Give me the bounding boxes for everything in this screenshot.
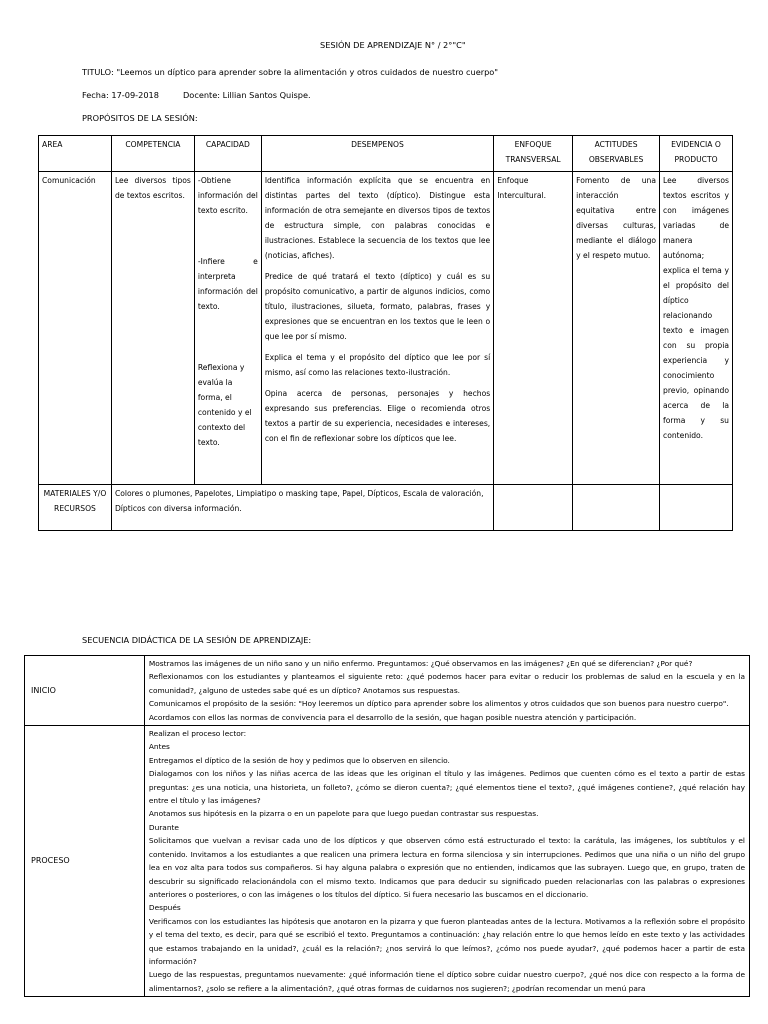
cell-actitudes: Fomento de una interacción equitativa entre diversas culturas, mediante el diálogo y el respeto mutuo. xyxy=(573,172,660,485)
proceso-p1: Realizan el proceso lector: xyxy=(148,729,247,739)
materiales-empty-1 xyxy=(494,485,573,531)
cell-capacidad xyxy=(194,172,261,485)
header-competencia: COMPETENCIA xyxy=(111,136,194,172)
desempeno-2: Predice de qué tratará el texto (díptico) y cuál es su propósito comunicativo, a partir de algunos indicios, como título, ilustraciones, silueta, formato, palabras, frases y expresiones que se encuentran en los textos que le leen o que lee por sí mismo. xyxy=(264,272,491,341)
inicio-p4: Acordamos con ellos las normas de convivencia para el desarrollo de la sesión, que hagan posible nuestra atención y participación. xyxy=(148,712,637,722)
proceso-despues: Después xyxy=(148,903,181,913)
materiales-cell: Colores o plumones, Papelotes, Limpiatipo o masking tape, Papel, Dípticos, Escala de valoración, Dípticos con diversa información. xyxy=(111,485,493,531)
proceso-p7: Solicitamos que vuelvan a revisar cada uno de los dípticos y que observen cómo está estructurado el texto: la carátula, las imágenes, los subtítulos y el contenido. Invitamos a los estudiantes a que realicen una primera lectura en forma silenciosa y sin interrupciones. Pedimos que una niña o un niño del grupo lea en voz alta para todos sus compañeros. Si hay alguna palabra o expresión que no entienden, indicamos que las subrayen. Luego que, en grupo, traten de descubrir su significado relacionándola con el mismo texto. Indicamos que para deducir su significado pueden relacionarlas con las palabras o expresiones anteriores o posteriores, o con las imágenes o los títulos del díptico. Si fuera necesario las buscamos en el diccionario. xyxy=(148,836,745,899)
header-desempenos: DESEMPENOS xyxy=(261,136,493,172)
session-docente: Docente: Lillian Santos Quispe. xyxy=(183,90,311,100)
desempeno-4: Opina acerca de personas, personajes y hechos expresando sus preferencias. Elige o recomienda otros textos a partir de su experiencia, necesidades e intereses, con el fin de reflexionar sobre los dípticos que lee. xyxy=(264,389,491,443)
capacidad-reflexiona: Reflexiona y evalúa la forma, el contenido y el contexto del texto. xyxy=(197,363,252,447)
header-area: AREA xyxy=(39,136,112,172)
session-title: SESIÓN DE APRENDIZAJE N° / 2°"C" xyxy=(320,40,466,50)
cell-competencia: Lee diversos tipos de textos escritos. xyxy=(111,172,194,485)
secuencia-heading: SECUENCIA DIDÁCTICA DE LA SESIÓN DE APRENDIZAJE: xyxy=(82,635,312,645)
propositos-table xyxy=(38,135,733,531)
inicio-p1: Mostramos las imágenes de un niño sano y un niño enfermo. Preguntamos: ¿Qué observamos en las imágenes? ¿En qué se diferencian? ¿Por qué? xyxy=(148,659,693,668)
inicio-p2: Reflexionamos con los estudiantes y planteamos el siguiente reto: ¿qué podemos hacer para evitar o reducir los problemas de salud en la escuela y en la comunidad?, ¿alguno de ustedes sabe qué es un díptico? Anotamos sus respuestas. xyxy=(148,672,745,695)
inicio-label: INICIO xyxy=(25,656,145,726)
header-evidencia: EVIDENCIA O PRODUCTO xyxy=(660,136,733,172)
proceso-durante: Durante xyxy=(148,822,179,832)
materiales-empty-3 xyxy=(660,485,733,531)
secuencia-table xyxy=(24,655,750,997)
proceso-p4: Dialogamos con los niños y las niñas acerca de las ideas que les originan el título y las imágenes. Pedimos que cuenten cómo es el texto a partir de estas preguntas: ¿es una noticia, una historieta, un folleto?, ¿cómo se dieron cuenta?; ¿qué elementos tiene el texto?, ¿qué imágenes contiene?, ¿qué relación hay entre el título y las imágenes? xyxy=(148,769,745,806)
propositos-heading: PROPÓSITOS DE LA SESIÓN: xyxy=(82,113,198,123)
cell-enfoque: Enfoque Intercultural. xyxy=(494,172,573,485)
proceso-content xyxy=(144,726,749,997)
capacidad-infiere: -Infiere e interpreta información del texto. xyxy=(197,257,258,311)
capacidad-obtiene: -Obtiene información del texto escrito. xyxy=(197,176,258,215)
session-titulo: TITULO: "Leemos un díptico para aprender sobre la alimentación y otros cuidados de nuestro cuerpo" xyxy=(82,67,499,77)
inicio-p3: Comunicamos el propósito de la sesión: "Hoy leeremos un díptico para aprender sobre los alimentos y otros cuidados que son buenos para nuestro cuerpo". xyxy=(148,699,729,709)
header-capacidad: CAPACIDAD xyxy=(194,136,261,172)
cell-area: Comunicación xyxy=(39,172,112,485)
header-actitudes: ACTITUDES OBSERVABLES xyxy=(573,136,660,172)
proceso-label: PROCESO xyxy=(25,726,145,997)
cell-desempenos xyxy=(261,172,493,485)
materiales-empty-2 xyxy=(573,485,660,531)
desempeno-3: Explica el tema y el propósito del díptico que lee por sí mismo, así como las relaciones texto-ilustración. xyxy=(264,353,491,377)
proceso-antes: Antes xyxy=(148,742,170,752)
header-enfoque: ENFOQUE TRANSVERSAL xyxy=(494,136,573,172)
session-fecha: Fecha: 17-09-2018 xyxy=(82,90,159,100)
inicio-content xyxy=(144,656,749,726)
proceso-p5: Anotamos sus hipótesis en la pizarra o en un papelote para que luego puedan contrastar sus respuestas. xyxy=(148,809,539,819)
proceso-p10: Luego de las respuestas, preguntamos nuevamente: ¿qué información tiene el díptico sobre cuidar nuestro cuerpo?, ¿qué nos dice con respecto a la forma de alimentarnos?, ¿solo se refiere a la alimentación?, ¿qué otras formas de cuidarnos nos sugieren?; ¿podrían recomendar un menú para xyxy=(148,970,745,993)
desempeno-1: Identifica información explícita que se encuentra en distintas partes del texto (díptico). Distingue esta información de otra semejante en diversos tipos de textos de estructura simple, con palabras conocidas e ilustraciones. Establece la secuencia de los textos que lee (noticias, afiches). xyxy=(264,176,491,260)
proceso-p9: Verificamos con los estudiantes las hipótesis que anotaron en la pizarra y que fueron planteadas antes de la lectura. Motivamos a la reflexión sobre el propósito y el tema del texto, es decir, para qué se escribió el texto. Preguntamos a continuación: ¿hay relación entre lo que hemos leído en este texto y las actividades que estamos trabajando en la unidad?, ¿cuál es la relación?; ¿nos servirá lo que leímos?, ¿cómo nos puede ayudar?, ¿qué podemos hacer a partir de esta información? xyxy=(148,916,745,966)
materiales-label: MATERIALES Y/O RECURSOS xyxy=(39,485,112,531)
proceso-p3: Entregamos el díptico de la sesión de hoy y pedimos que lo observen en silencio. xyxy=(148,755,450,765)
cell-evidencia: Lee diversos textos escritos y con imágenes variadas de manera autónoma; explica el tema y el propósito del díptico relacionando texto e imagen con su propia experiencia y conocimiento previo, opinando acerca de la forma y su contenido. xyxy=(660,172,733,485)
